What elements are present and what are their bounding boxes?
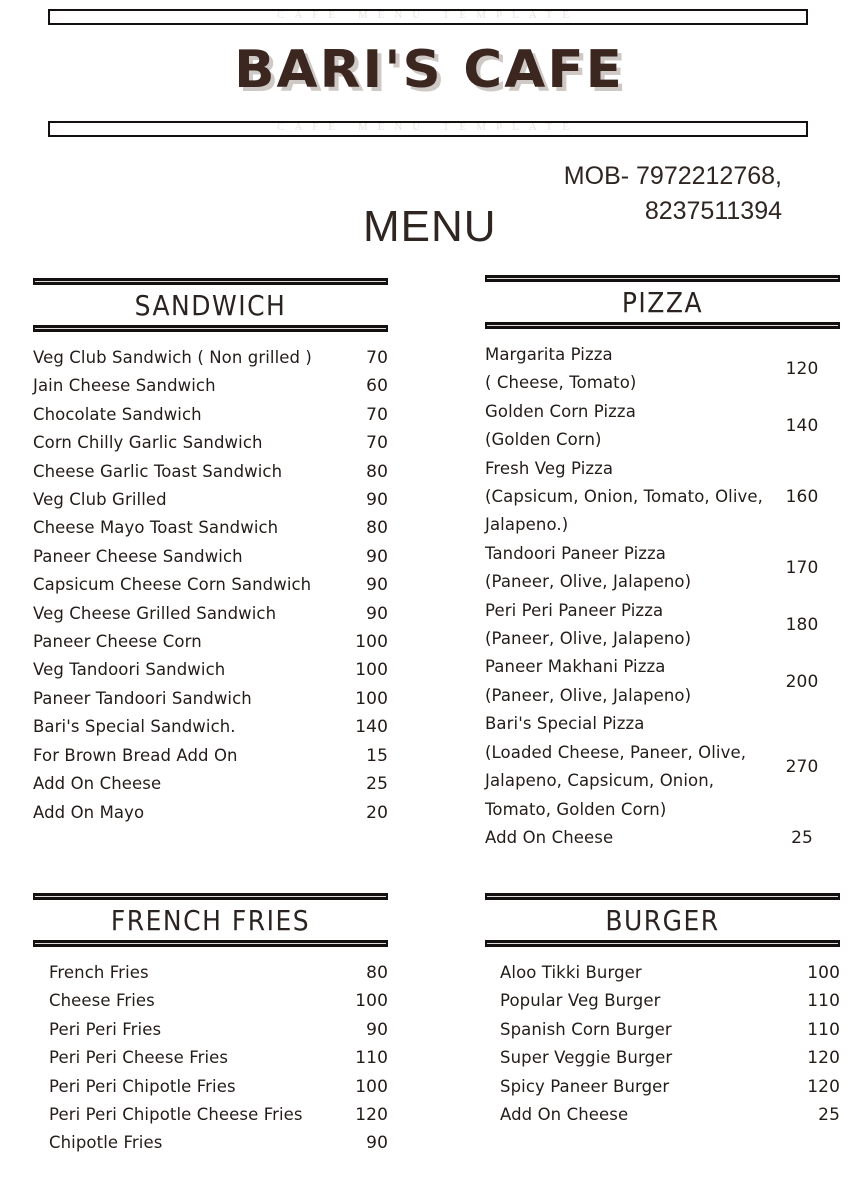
menu-item-name-line: Jalapeno.)	[485, 515, 569, 535]
menu-item-price: 70	[366, 404, 388, 425]
section-title-burger: BURGER	[605, 904, 720, 937]
top-decorative-bar	[48, 9, 808, 25]
menu-item-row	[500, 987, 840, 1015]
menu-item-name	[33, 429, 326, 457]
menu-item-row	[33, 685, 388, 713]
menu-item-name	[500, 959, 770, 987]
section-title-sandwich: SANDWICH	[134, 289, 287, 322]
menu-item-name-line: Golden Corn Pizza	[485, 401, 636, 421]
menu-item-name-line: Paneer Cheese Corn	[33, 632, 202, 652]
menu-item-name-line: Popular Veg Burger	[500, 991, 661, 1011]
menu-item-name-line: Add On Cheese	[485, 827, 614, 847]
bar-watermark-text-2: CAFE MENU TEMPLATE	[276, 121, 580, 133]
section-sandwich	[33, 278, 388, 827]
menu-item-name-line: (Golden Corn)	[485, 430, 602, 450]
cafe-logo: BARI'S CAFE	[234, 40, 624, 100]
menu-item-name-line: Peri Peri Fries	[49, 1019, 162, 1039]
menu-item-name	[485, 398, 764, 455]
menu-item-price: 90	[366, 603, 388, 624]
menu-item-price: 100	[355, 632, 388, 653]
menu-item-row	[49, 1044, 388, 1072]
menu-item-row	[485, 653, 840, 710]
menu-item-name	[33, 656, 326, 684]
menu-item-price: 25	[366, 774, 388, 795]
menu-item-name	[49, 959, 314, 987]
menu-item-name-line: Jalapeno, Capsicum, Onion,	[485, 771, 715, 791]
menu-item-row	[485, 398, 840, 455]
menu-item-name-line: Peri Peri Paneer Pizza	[485, 600, 664, 620]
menu-item-price: 120	[807, 1048, 840, 1069]
menu-item-row	[49, 1016, 388, 1044]
menu-item-name	[485, 540, 764, 597]
menu-item-row	[33, 486, 388, 514]
section-rule-bottom	[485, 322, 840, 329]
menu-item-price: 20	[366, 802, 388, 823]
pizza-item-list	[485, 329, 840, 852]
menu-item-name	[500, 1016, 770, 1044]
menu-item-name-line: Jain Cheese Sandwich	[33, 376, 216, 396]
menu-item-name-line: Veg Cheese Grilled Sandwich	[33, 603, 277, 623]
menu-item-row	[33, 429, 388, 457]
bar-watermark-text: CAFE MENU TEMPLATE	[276, 9, 580, 21]
menu-item-name-line: Bari's Special Pizza	[485, 714, 645, 734]
menu-item-row	[33, 344, 388, 372]
menu-item-price: 100	[355, 1076, 388, 1097]
section-title-french-fries: FRENCH FRIES	[110, 904, 311, 937]
menu-item-name-line: Capsicum Cheese Corn Sandwich	[33, 575, 312, 595]
menu-item-row	[49, 959, 388, 987]
menu-item-name	[485, 653, 764, 710]
menu-item-name	[49, 1073, 314, 1101]
menu-item-name-line: (Paneer, Olive, Jalapeno)	[485, 572, 692, 592]
section-title-pizza: PIZZA	[621, 286, 704, 319]
menu-item-price: 80	[366, 518, 388, 539]
menu-item-name-line: Add On Cheese	[500, 1105, 629, 1125]
menu-item-name-line: (Capsicum, Onion, Tomato, Olive,	[485, 487, 764, 507]
menu-item-name	[33, 458, 326, 486]
menu-item-price: 90	[366, 1019, 388, 1040]
menu-item-name	[49, 1044, 314, 1072]
menu-item-name-line: Peri Peri Cheese Fries	[49, 1048, 229, 1068]
menu-item-row	[33, 458, 388, 486]
menu-item-price: 90	[366, 546, 388, 567]
menu-item-price: 270	[785, 756, 819, 777]
menu-item-row	[500, 1101, 840, 1129]
menu-item-price: 70	[366, 433, 388, 454]
menu-item-row	[500, 959, 840, 987]
menu-item-price: 140	[785, 416, 819, 437]
menu-item-name-line: Cheese Garlic Toast Sandwich	[33, 461, 283, 481]
menu-item-row	[49, 987, 388, 1015]
menu-item-name-line: Veg Club Sandwich ( Non grilled )	[33, 348, 312, 367]
menu-item-row	[500, 1016, 840, 1044]
menu-item-price: 180	[785, 614, 819, 635]
menu-item-name	[33, 514, 326, 542]
menu-item-row	[33, 713, 388, 741]
menu-item-price: 15	[366, 745, 388, 766]
contact-block	[564, 159, 782, 228]
menu-item-name	[33, 372, 326, 400]
menu-item-row	[33, 770, 388, 798]
menu-item-name	[500, 987, 770, 1015]
menu-item-name-line: Tomato, Golden Corn)	[485, 799, 667, 819]
menu-item-price: 140	[355, 717, 388, 738]
menu-item-name-line: (Paneer, Olive, Jalapeno)	[485, 685, 692, 705]
menu-item-price: 120	[355, 1105, 388, 1126]
menu-item-price: 90	[366, 1133, 388, 1154]
menu-item-name	[33, 543, 326, 571]
menu-item-row	[33, 571, 388, 599]
menu-item-price: 80	[366, 461, 388, 482]
menu-item-name	[33, 344, 326, 372]
menu-item-name-line: Spanish Corn Burger	[500, 1019, 672, 1039]
menu-item-name-line: Paneer Cheese Sandwich	[33, 546, 243, 566]
menu-item-name-line: Fresh Veg Pizza	[485, 458, 614, 478]
menu-item-row	[500, 1044, 840, 1072]
section-rule-bottom	[485, 940, 840, 947]
menu-item-name	[33, 713, 326, 741]
menu-item-name	[33, 799, 326, 827]
menu-item-name	[33, 628, 326, 656]
menu-item-row	[485, 455, 840, 540]
menu-item-price: 120	[807, 1076, 840, 1097]
menu-item-price: 90	[366, 490, 388, 511]
menu-item-row	[33, 742, 388, 770]
menu-item-price: 25	[818, 1105, 840, 1126]
menu-item-name-line: Veg Tandoori Sandwich	[33, 660, 226, 680]
menu-heading: MENU	[363, 202, 497, 251]
menu-item-row	[49, 1073, 388, 1101]
menu-item-name-line: (Loaded Cheese, Paneer, Olive,	[485, 742, 747, 762]
menu-item-name-line: ( Cheese, Tomato)	[485, 373, 637, 393]
french-fries-item-list	[33, 947, 388, 1158]
menu-item-name	[485, 710, 764, 824]
menu-item-price: 170	[785, 558, 819, 579]
menu-item-price: 110	[807, 991, 840, 1012]
menu-item-row	[33, 628, 388, 656]
menu-item-row	[485, 710, 840, 824]
menu-item-row	[33, 600, 388, 628]
menu-item-row	[485, 824, 840, 852]
section-pizza	[485, 275, 840, 852]
menu-item-price: 80	[366, 963, 388, 983]
menu-item-price: 110	[807, 1019, 840, 1040]
menu-item-name-line: French Fries	[49, 963, 149, 982]
menu-item-row	[500, 1073, 840, 1101]
menu-item-name	[485, 597, 764, 654]
menu-item-price: 120	[785, 359, 819, 380]
menu-item-price: 160	[785, 487, 819, 508]
menu-item-price: 90	[366, 575, 388, 596]
menu-item-name-line: Super Veggie Burger	[500, 1048, 673, 1068]
menu-item-name	[49, 987, 314, 1015]
menu-item-name	[33, 401, 326, 429]
menu-item-name	[485, 824, 764, 852]
menu-item-price: 100	[355, 688, 388, 709]
menu-item-name-line: Cheese Fries	[49, 991, 155, 1011]
menu-item-row	[33, 514, 388, 542]
menu-item-price: 200	[785, 671, 819, 692]
menu-item-name	[49, 1016, 314, 1044]
sandwich-item-list	[33, 332, 388, 827]
menu-item-price: 100	[807, 963, 840, 983]
bottom-decorative-bar	[48, 121, 808, 137]
menu-item-name-line: Aloo Tikki Burger	[500, 963, 642, 982]
menu-item-row	[485, 540, 840, 597]
section-rule-bottom	[33, 325, 388, 332]
menu-item-row	[33, 799, 388, 827]
menu-item-name	[33, 685, 326, 713]
phone-line-2: 8237511394	[644, 196, 782, 225]
menu-item-name-line: Chocolate Sandwich	[33, 404, 202, 424]
menu-item-name-line: Bari's Special Sandwich.	[33, 717, 236, 737]
menu-item-name-line: Margarita Pizza	[485, 345, 613, 364]
menu-item-price: 110	[355, 1048, 388, 1069]
menu-item-name	[33, 571, 326, 599]
menu-item-name-line: Add On Cheese	[33, 774, 162, 794]
menu-item-name	[500, 1073, 770, 1101]
menu-item-name-line: Peri Peri Chipotle Fries	[49, 1076, 236, 1096]
menu-item-name	[33, 600, 326, 628]
menu-item-name-line: Veg Club Grilled	[33, 490, 167, 510]
menu-item-name	[49, 1101, 314, 1129]
menu-item-price: 25	[791, 827, 813, 848]
menu-item-row	[33, 656, 388, 684]
menu-item-price: 100	[355, 660, 388, 681]
menu-item-name-line: Cheese Mayo Toast Sandwich	[33, 518, 279, 538]
menu-item-price: 60	[366, 376, 388, 397]
section-rule-bottom	[33, 940, 388, 947]
menu-item-row	[49, 1101, 388, 1129]
menu-item-name	[485, 455, 764, 540]
menu-item-name-line: Spicy Paneer Burger	[500, 1076, 670, 1096]
menu-item-name	[49, 1129, 314, 1157]
menu-item-row	[49, 1129, 388, 1157]
menu-item-row	[485, 597, 840, 654]
menu-item-name	[33, 486, 326, 514]
menu-item-name-line: Paneer Makhani Pizza	[485, 657, 666, 677]
section-french-fries	[33, 893, 388, 1158]
menu-item-row	[33, 401, 388, 429]
menu-item-name	[33, 742, 326, 770]
menu-item-row	[33, 372, 388, 400]
menu-item-name-line: For Brown Bread Add On	[33, 745, 238, 765]
menu-item-row	[33, 543, 388, 571]
menu-item-name	[500, 1044, 770, 1072]
menu-item-name-line: Paneer Tandoori Sandwich	[33, 688, 252, 708]
menu-item-name-line: Chipotle Fries	[49, 1133, 163, 1153]
menu-item-name-line: Corn Chilly Garlic Sandwich	[33, 433, 263, 453]
menu-item-price: 70	[366, 348, 388, 368]
phone-line-1: MOB- 7972212768,	[563, 162, 782, 190]
menu-item-name	[500, 1101, 770, 1129]
menu-item-row	[485, 341, 840, 398]
menu-item-name-line: Add On Mayo	[33, 802, 145, 822]
menu-item-name-line: Peri Peri Chipotle Cheese Fries	[49, 1105, 303, 1125]
burger-item-list	[485, 947, 840, 1129]
section-burger	[485, 893, 840, 1129]
menu-item-name-line: (Paneer, Olive, Jalapeno)	[485, 629, 692, 649]
menu-item-name	[33, 770, 326, 798]
menu-item-price: 100	[355, 991, 388, 1012]
menu-item-name-line: Tandoori Paneer Pizza	[485, 543, 667, 563]
menu-item-name	[485, 341, 764, 398]
